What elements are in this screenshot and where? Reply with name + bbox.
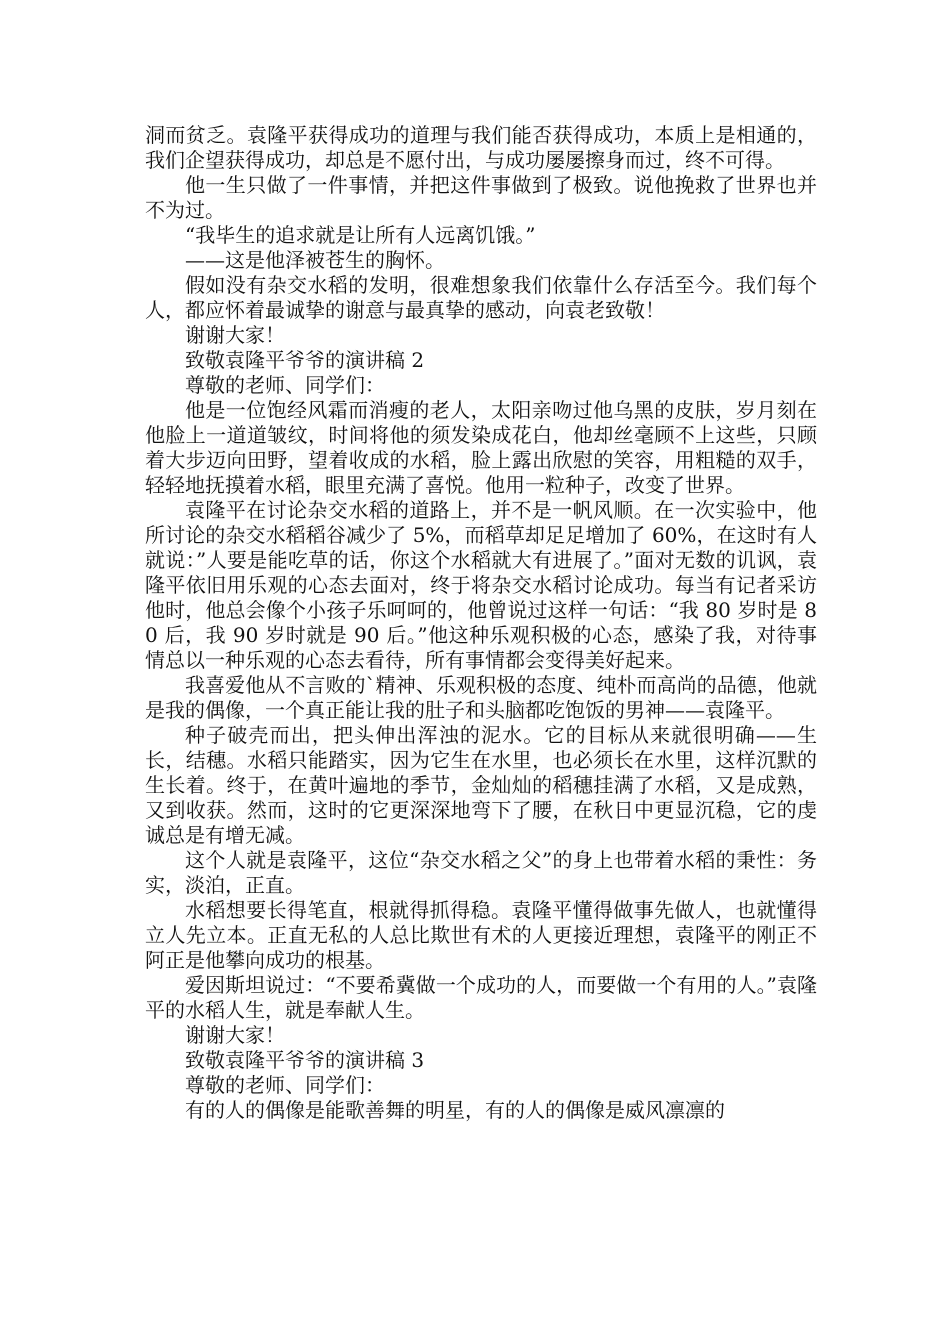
- paragraph-12: 种子破壳而出，把头伸出浑浊的泥水。它的目标从来就很明确——生长，结穗。水稻只能踏实，因为它生在水里，也必须长在水里，这样沉默的生长着。终于，在黄叶遍地的季节，金灿灿的稻穗挂满了水稻，又是成熟，又到收获。然而，这时的它更深深地弯下了腰，在秋日中更显沉稳，它的虔诚总是有增无减。: [145, 723, 817, 847]
- section-title-2: 致敬袁隆平爷爷的演讲稿 2: [185, 348, 425, 372]
- paragraph-14: 水稻想要长得笔直，根就得抓得稳。袁隆平懂得做事先做人，也就懂得立人先立本。正直无私的人总比欺世有术的人更接近理想，袁隆平的刚正不阿正是他攀向成功的根基。: [145, 898, 817, 972]
- salutation-3: 尊敬的老师、同学们：: [185, 1073, 385, 1097]
- closing-thanks-2: 谢谢大家！: [185, 1023, 285, 1047]
- paragraph-5: 假如没有杂交水稻的发明，很难想象我们依靠什么存活至今。我们每个人，都应怀着最诚挚的谢意与最真挚的感动，向袁老致敬！: [145, 273, 817, 322]
- quote-attribution: ——这是他泽被苍生的胸怀。: [185, 248, 445, 272]
- section-title-3: 致敬袁隆平爷爷的演讲稿 3: [185, 1048, 425, 1072]
- paragraph-1: 洞而贫乏。袁隆平获得成功的道理与我们能否获得成功，本质上是相通的，我们企望获得成功，却总是不愿付出，与成功屡屡擦身而过，终不可得。: [145, 123, 817, 172]
- document-page: [145, 123, 817, 1123]
- paragraph-11: 我喜爱他从不言败的`精神、乐观积极的态度、纯朴而高尚的品德，他就是我的偶像，一个真正能让我的肚子和头脑都吃饱饭的男神——袁隆平。: [145, 673, 817, 722]
- paragraph-15: 爱因斯坦说过：“不要希冀做一个成功的人，而要做一个有用的人。”袁隆平的水稻人生，就是奉献人生。: [145, 973, 817, 1022]
- closing-thanks-1: 谢谢大家！: [185, 323, 285, 347]
- salutation-2: 尊敬的老师、同学们：: [185, 373, 385, 397]
- paragraph-13: 这个人就是袁隆平，这位“杂交水稻之父”的身上也带着水稻的秉性：务实，淡泊，正直。: [145, 848, 817, 897]
- paragraph-2: 他一生只做了一件事情，并把这件事做到了极致。说他挽救了世界也并不为过。: [145, 173, 817, 222]
- quote-paragraph: “我毕生的追求就是让所有人远离饥饿。”: [185, 223, 536, 247]
- paragraph-19: 有的人的偶像是能歌善舞的明星，有的人的偶像是威风凛凛的: [185, 1098, 725, 1122]
- paragraph-9: 他是一位饱经风霜而消瘦的老人，太阳亲吻过他乌黑的皮肤，岁月刻在他脸上一道道皱纹，时间将他的须发染成花白，他却丝毫顾不上这些，只顾着大步迈向田野，望着收成的水稻，脸上露出欣慰的笑容，用粗糙的双手，轻轻地抚摸着水稻，眼里充满了喜悦。他用一粒种子，改变了世界。: [145, 398, 817, 497]
- paragraph-10: 袁隆平在讨论杂交水稻的道路上，并不是一帆风顺。在一次实验中，他所讨论的杂交水稻稻谷减少了 5%，而稻草却足足增加了 60%，在这时有人就说：”人要是能吃草的话，你这个水稻就大有进展了。”面对无数的讥讽，袁隆平依旧用乐观的心态去面对，终于将杂交水稻讨论成功。每当有记者采访他时，他总会像个小孩子乐呵呵的，他曾说过这样一句话：“我 80 岁时是 80 后，我 90 岁时就是 90 后。”他这种乐观积极的心态，感染了我，对待事情总以一种乐观的心态去看待，所有事情都会变得美好起来。: [145, 498, 817, 672]
